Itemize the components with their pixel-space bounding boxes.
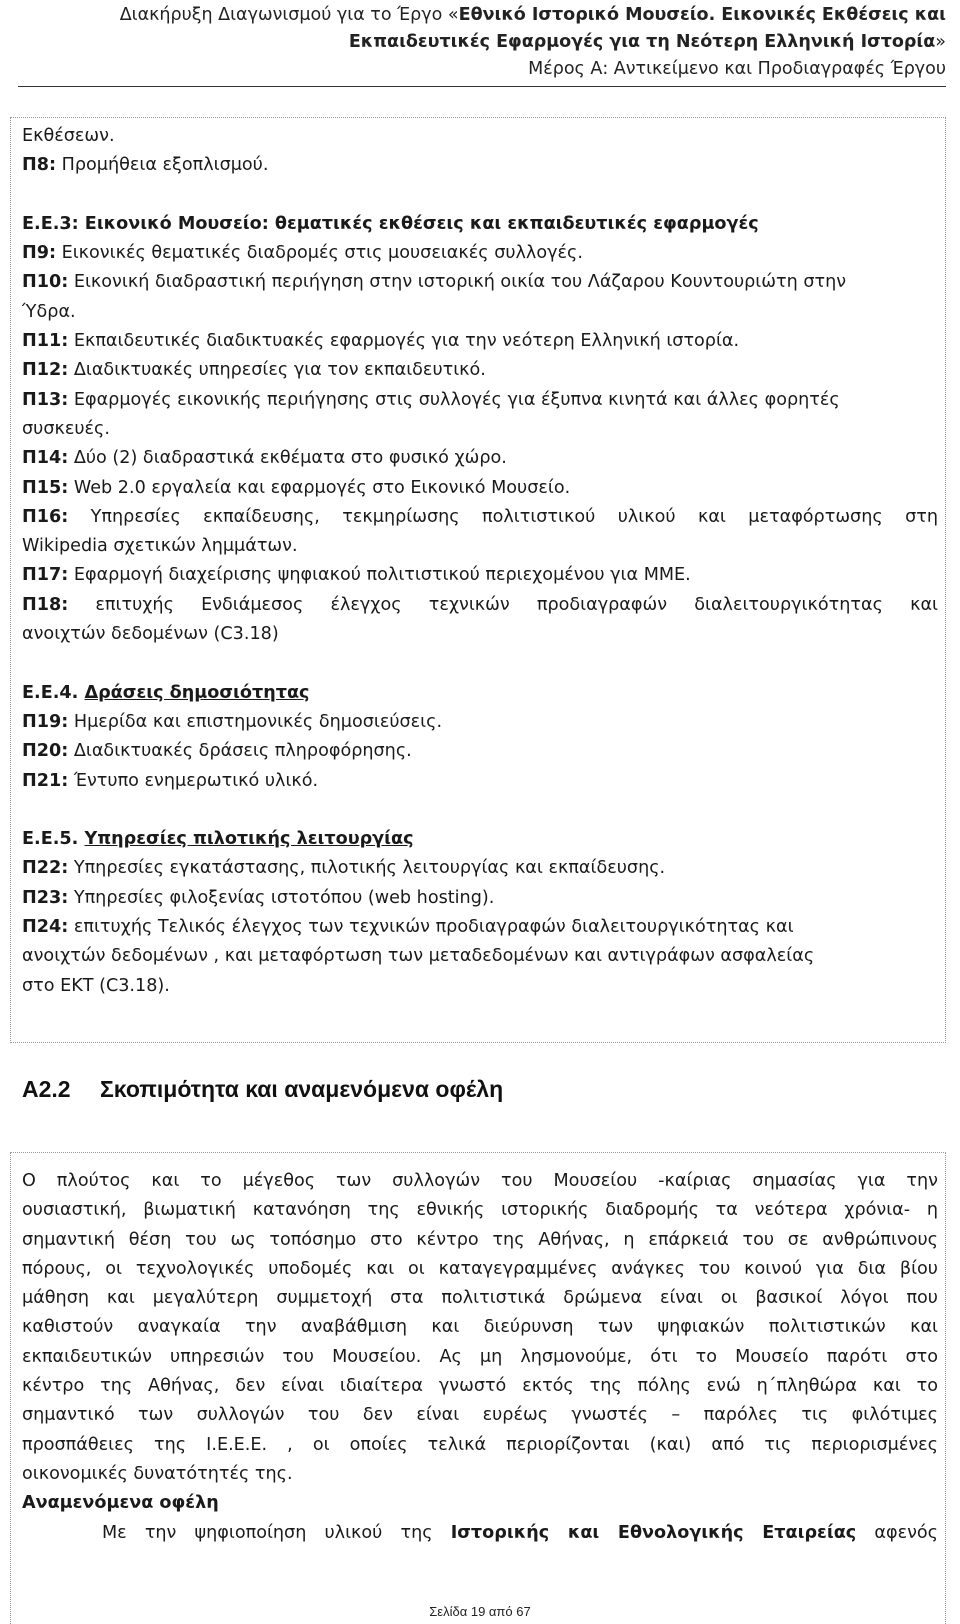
deliverable-p18-cont: ανοιχτών δεδομένων (C3.18) <box>22 624 279 645</box>
benefits-line: Με την ψηφιοποίηση υλικού της Ιστορικής και Εθνολογικής Εταιρείας αφενός <box>102 1522 938 1543</box>
paragraph-line: προσπάθειες της Ι.Ε.Ε.Ε. , οι οποίες τελικά περιορίζονται (και) από τις περιορισμένες <box>22 1434 938 1455</box>
deliverable-p11: Π11: Εκπαιδευτικές διαδικτυακές εφαρμογές για την νεότερη Ελληνική ιστορία. <box>22 331 740 352</box>
paragraph-line: σημαντικό των συλλογών του δεν είναι ευρέως γνωστές – παρόλες τις φιλότιμες <box>22 1405 938 1426</box>
deliverables-list <box>22 122 938 1001</box>
deliverable-p14: Π14: Δύο (2) διαδραστικά εκθέματα στο φυσικό χώρο. <box>22 448 507 469</box>
header-rule <box>18 86 946 87</box>
section-heading <box>22 1076 503 1103</box>
page-header <box>26 2 946 83</box>
page-footer: Σελίδα 19 από 67 <box>429 1604 531 1619</box>
deliverable-p10: Π10: Εικονική διαδραστική περιήγηση στην ιστορική οικία του Λάζαρου Κουντουριώτη στην <box>22 272 847 293</box>
deliverable-p17: Π17: Εφαρμογή διαχείρισης ψηφιακού πολιτιστικού περιεχομένου για ΜΜΕ. <box>22 565 691 586</box>
deliverable-p24-cont: ανοιχτών δεδομένων , και μεταφόρτωση των μεταδεδομένων και αντιγράφων ασφαλείας <box>22 946 815 967</box>
deliverable-p8: Π8: Προμήθεια εξοπλισμού. <box>22 155 269 176</box>
paragraph-line: οικονομικές δυνατότητές της. <box>22 1463 293 1484</box>
deliverable-p19: Π19: Ημερίδα και επιστημονικές δημοσιεύσεις. <box>22 711 443 732</box>
deliverable-p24: Π24: επιτυχής Τελικός έλεγχος των τεχνικών προδιαγραφών διαλειτουργικότητας και <box>22 917 794 938</box>
deliverable-p20: Π20: Διαδικτυακές δράσεις πληροφόρησης. <box>22 741 412 762</box>
deliverable-p15: Π15: Web 2.0 εργαλεία και εφαρμογές στο Εικονικό Μουσείο. <box>22 477 571 498</box>
deliverable-p9: Π9: Εικονικές θεματικές διαδρομές στις μουσειακές συλλογές. <box>22 243 583 264</box>
header-line-3: Μέρος Α: Αντικείμενο και Προδιαγραφές Έργου <box>528 59 946 79</box>
paragraph-line: εκπαιδευτικών υπηρεσιών του Μουσείου. Ας μη λησμονούμε, ότι το Μουσείο παρότι στο <box>22 1346 938 1367</box>
header-line-1: Διακήρυξη Διαγωνισμού για το Έργο «Εθνικό Ιστορικό Μουσείο. Εικονικές Εκθέσεις και <box>119 5 946 25</box>
deliverable-p24-cont: στο ΕΚΤ (C3.18). <box>22 975 170 996</box>
deliverable-p18: Π18: επιτυχής Ενδιάμεσος έλεγχος τεχνικών προδιαγραφών διαλειτουργικότητας και <box>22 594 938 615</box>
paragraph-line: ουσιαστική, βιωματική κατανόηση της εθνικής ιστορικής διαδρομής τα νεότερα χρόνια- η <box>22 1200 938 1221</box>
rationale-text <box>22 1167 938 1548</box>
deliverable-p16: Π16: Υπηρεσίες εκπαίδευσης, τεκμηρίωσης πολιτιστικού υλικού και μεταφόρτωσης στη <box>22 506 938 527</box>
work-package-ee3: Ε.Ε.3: Εικονικό Μουσείο: θεματικές εκθέσεις και εκπαιδευτικές εφαρμογές <box>22 213 759 234</box>
work-package-ee4: Ε.Ε.4. Δράσεις δημοσιότητας <box>22 682 310 703</box>
paragraph-line: κέντρο της Αθήνας, δεν είναι ιδιαίτερα γνωστό εκτός της πόλης ενώ η΄πληθώρα και το <box>22 1376 938 1397</box>
header-line-2: Εκπαιδευτικές Εφαρμογές για τη Νεότερη Ελληνική Ιστορία» <box>348 32 946 52</box>
paragraph-line: σημαντική θέση του ως τοπόσημο στο κέντρο της Αθήνας, η επάρκειά του σε ανθρώπινους <box>22 1229 938 1250</box>
paragraph-line: πόρους, οι τεχνολογικές υποδομές και οι καταγεγραμμένες ανάγκες του κοινού για δια βίου <box>22 1258 938 1279</box>
work-package-ee5: Ε.Ε.5. Υπηρεσίες πιλοτικής λειτουργίας <box>22 829 414 850</box>
deliverable-p21: Π21: Έντυπο ενημερωτικό υλικό. <box>22 770 319 791</box>
deliverable-p22: Π22: Υπηρεσίες εγκατάστασης, πιλοτικής λειτουργίας και εκπαίδευσης. <box>22 858 666 879</box>
benefits-heading: Αναμενόμενα οφέλη <box>22 1493 219 1514</box>
paragraph-line: Ο πλούτος και το μέγεθος των συλλογών του Μουσείου -καίριας σημασίας για την <box>22 1171 938 1191</box>
deliverable-p13-cont: συσκευές. <box>22 418 110 439</box>
section-number: A2.2 <box>22 1076 71 1102</box>
deliverable-p16-cont: Wikipedia σχετικών λημμάτων. <box>22 536 298 557</box>
deliverable-p12: Π12: Διαδικτυακές υπηρεσίες για τον εκπαιδευτικό. <box>22 360 486 381</box>
section-title: Σκοπιμότητα και αναμενόμενα οφέλη <box>100 1076 504 1102</box>
paragraph-line: μάθηση και μεγαλύτερη συμμετοχή στα πολιτιστικά δρώμενα είναι οι βασικοί λόγοι που <box>22 1288 938 1309</box>
deliverable-p23: Π23: Υπηρεσίες φιλοξενίας ιστοτόπου (web hosting). <box>22 887 495 908</box>
text-line: Εκθέσεων. <box>22 126 115 146</box>
deliverable-p10-cont: Ύδρα. <box>22 301 76 322</box>
paragraph-line: καθιστούν αναγκαία την αναβάθμιση και διεύρυνση των ψηφιακών πολιτιστικών και <box>22 1317 938 1338</box>
deliverable-p13: Π13: Εφαρμογές εικονικής περιήγησης στις συλλογές για έξυπνα κινητά και άλλες φορητές <box>22 389 840 410</box>
